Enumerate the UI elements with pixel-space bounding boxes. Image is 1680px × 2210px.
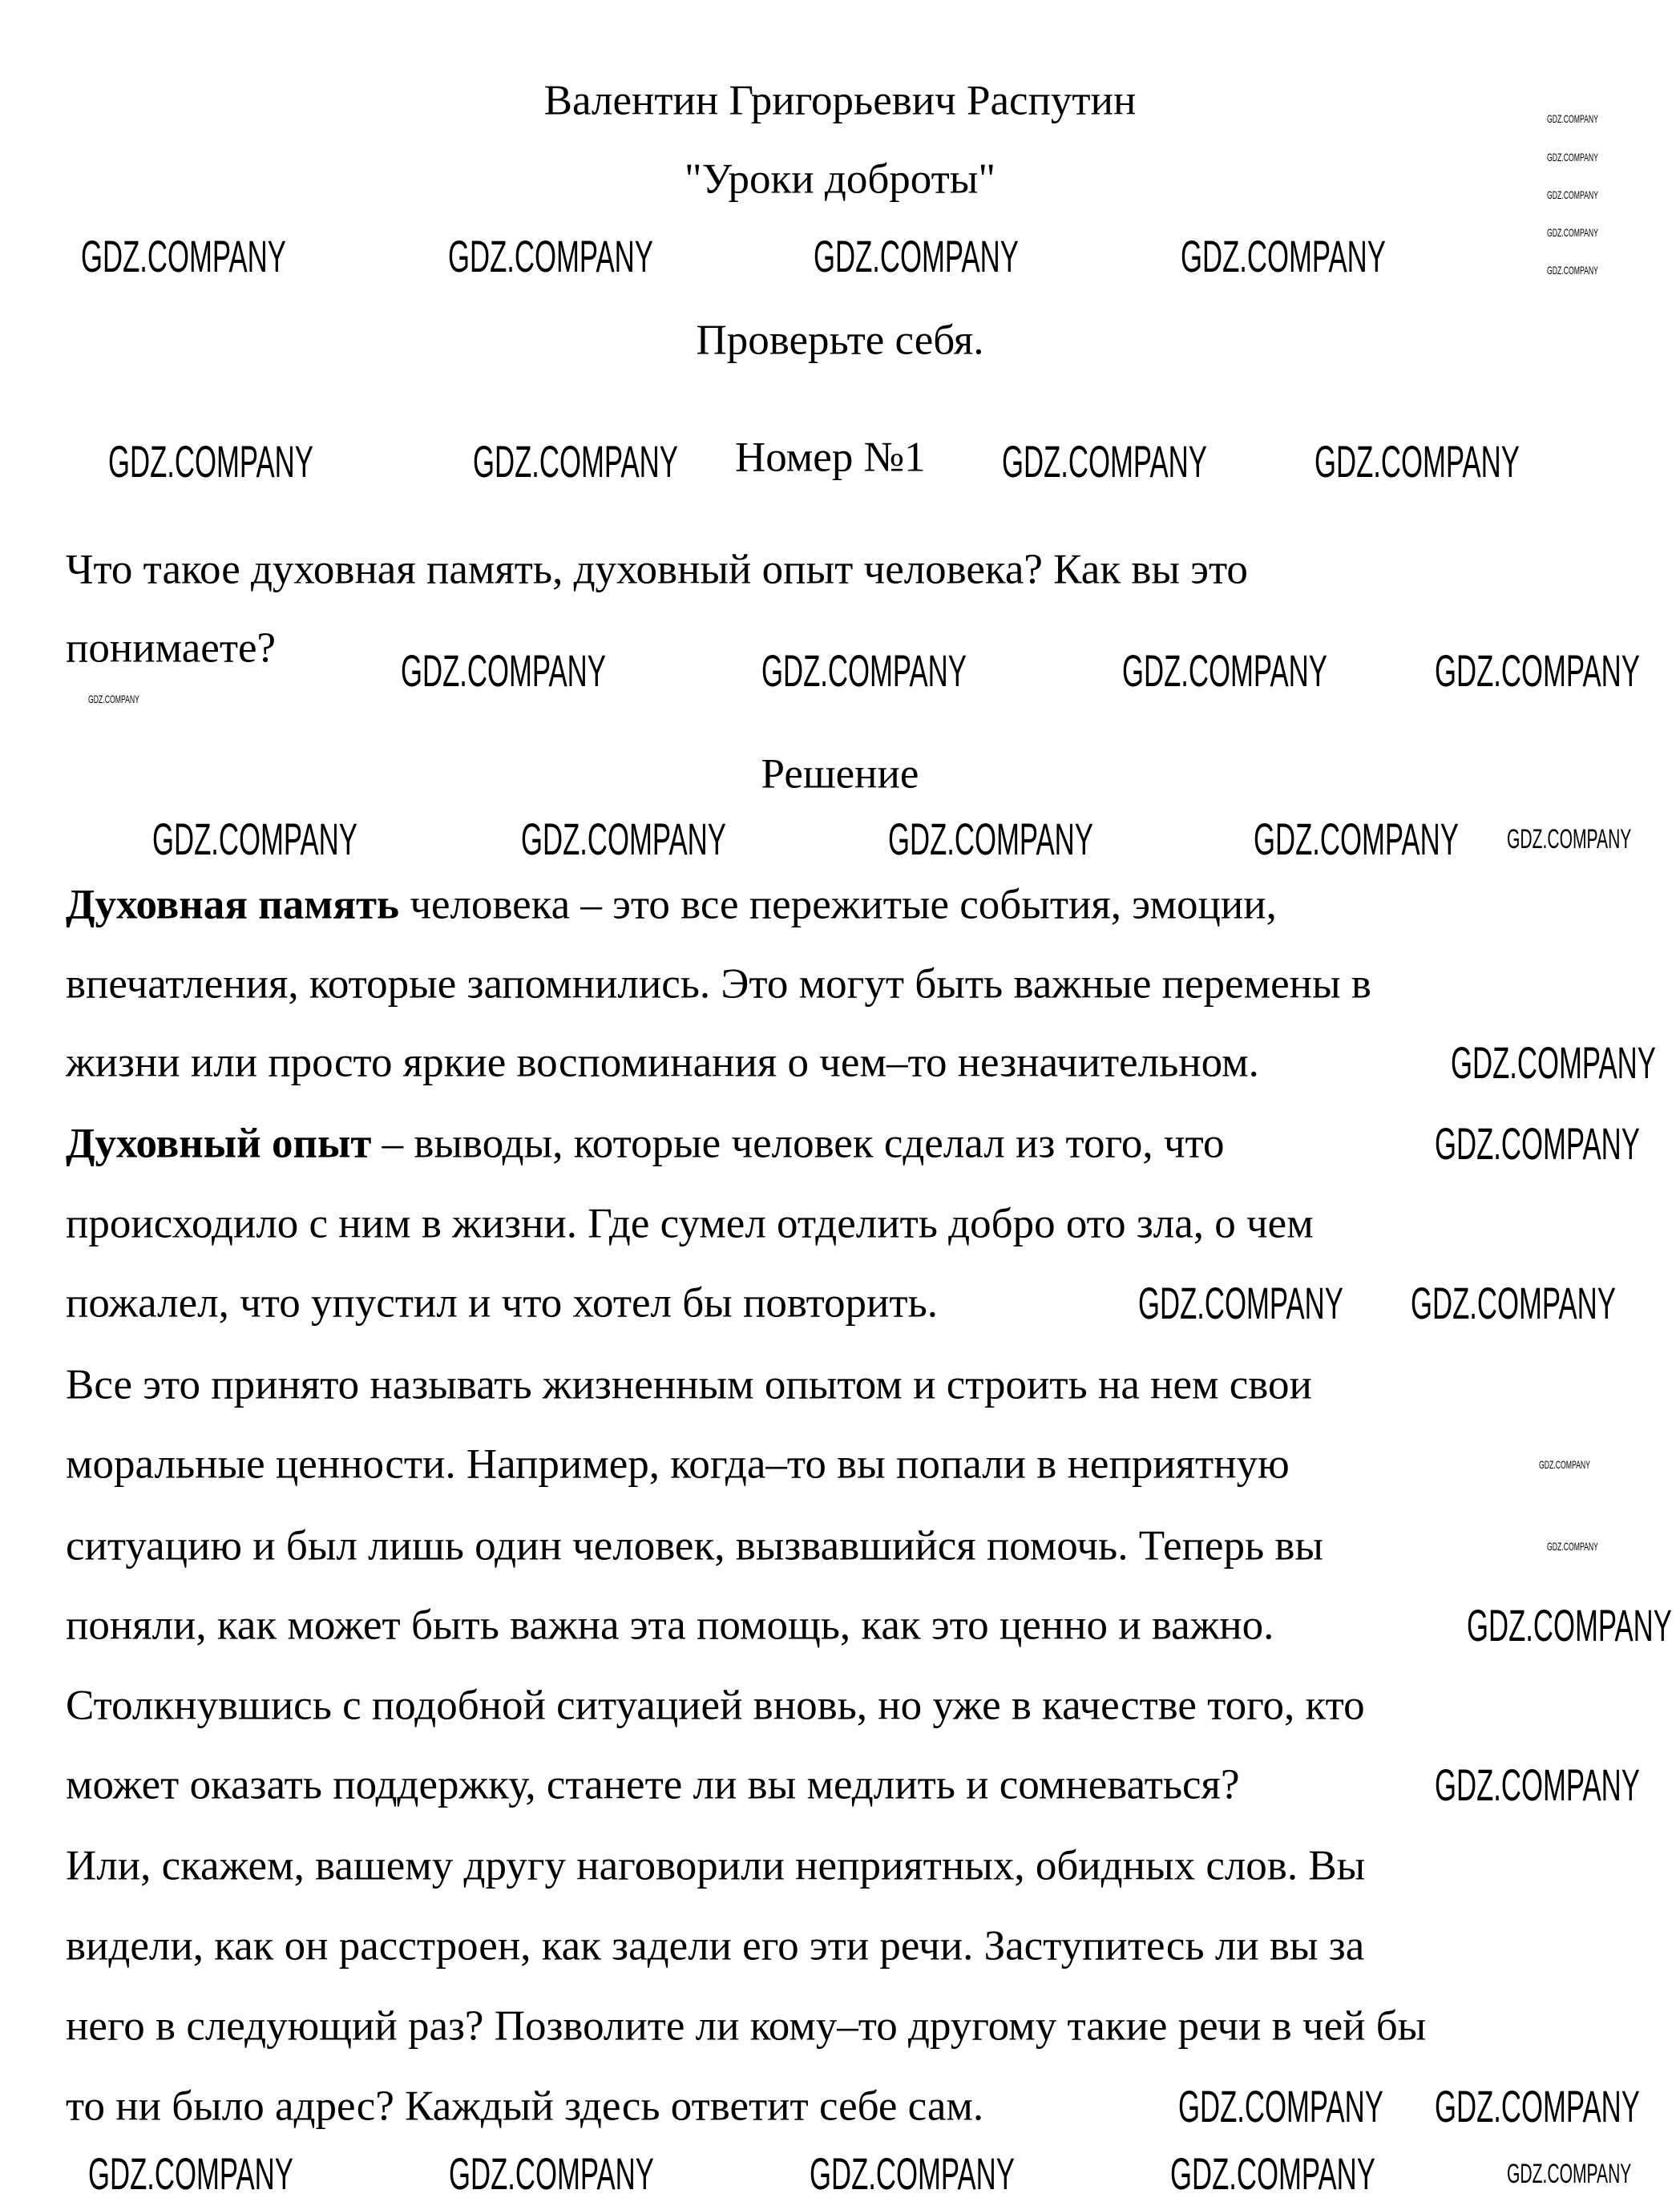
work-title: "Уроки доброты" (684, 156, 995, 203)
watermark-text: GDZ.COMPANY (88, 2148, 293, 2199)
watermark-text: GDZ.COMPANY (1547, 112, 1598, 125)
solution-line: жизни или просто яркие воспоминания о чем–то незначительном. (66, 1039, 1259, 1086)
watermark-text: GDZ.COMPANY (1435, 1118, 1640, 1169)
watermark-text: GDZ.COMPANY (1122, 645, 1327, 696)
watermark-text: GDZ.COMPANY (761, 645, 967, 696)
solution-line: видели, как он расстроен, как задели его эти речи. Заступитесь ли вы за (66, 1922, 1365, 1970)
watermark-text: GDZ.COMPANY (810, 2148, 1015, 2199)
watermark-text: GDZ.COMPANY (1547, 1540, 1598, 1553)
watermark-text: GDZ.COMPANY (1467, 1600, 1672, 1650)
watermark-text: GDZ.COMPANY (888, 814, 1093, 864)
watermark-text: GDZ.COMPANY (473, 436, 678, 487)
watermark-text: GDZ.COMPANY (1451, 1037, 1656, 1088)
watermark-text: GDZ.COMPANY (108, 436, 313, 487)
watermark-text: GDZ.COMPANY (448, 231, 653, 281)
watermark-text: GDZ.COMPANY (1170, 2148, 1375, 2199)
solution-line (66, 881, 1277, 928)
watermark-text: GDZ.COMPANY (521, 814, 726, 864)
watermark-text: GDZ.COMPANY (1138, 1278, 1343, 1328)
solution-line: ситуацию и был лишь один человек, вызвавшийся помочь. Теперь вы (66, 1522, 1324, 1570)
term-spiritual-memory: Духовная память (66, 881, 400, 928)
watermark-text: GDZ.COMPANY (814, 231, 1019, 281)
solution-line: Столкнувшись с подобной ситуацией вновь, но уже в качестве того, кто (66, 1682, 1365, 1729)
watermark-text: GDZ.COMPANY (1547, 226, 1598, 239)
watermark-text: GDZ.COMPANY (1507, 2159, 1632, 2189)
solution-line: Все это принято называть жизненным опытом и строить на нем свои (66, 1361, 1312, 1408)
watermark-text: GDZ.COMPANY (81, 231, 286, 281)
solution-line: впечатления, которые запомнились. Это могут быть важные перемены в (66, 960, 1371, 1008)
watermark-text: GDZ.COMPANY (152, 814, 357, 864)
solution-text: человека – это все пережитые события, эмоции, (399, 881, 1277, 928)
watermark-text: GDZ.COMPANY (1435, 1760, 1640, 1810)
solution-line: него в следующий раз? Позволите ли кому–то другому такие речи в чей бы (66, 2002, 1427, 2050)
question-line: Что такое духовная память, духовный опыт человека? Как вы это (66, 546, 1248, 593)
solution-line: пожалел, что упустил и что хотел бы повторить. (66, 1279, 939, 1327)
solution-line: то ни было адрес? Каждый здесь ответит себе сам. (66, 2083, 984, 2130)
watermark-text: GDZ.COMPANY (1547, 188, 1598, 201)
solution-line: может оказать поддержку, станете ли вы медлить и сомневаться? (66, 1761, 1240, 1808)
solution-line: происходило с ним в жизни. Где сумел отделить добро ото зла, о чем (66, 1200, 1314, 1247)
author-name: Валентин Григорьевич Распутин (543, 77, 1137, 124)
watermark-text: GDZ.COMPANY (1002, 436, 1207, 487)
watermark-text: GDZ.COMPANY (1435, 645, 1640, 696)
watermark-text: GDZ.COMPANY (1315, 436, 1520, 487)
watermark-text: GDZ.COMPANY (1181, 231, 1386, 281)
watermark-text: GDZ.COMPANY (1254, 814, 1459, 864)
section-title: Проверьте себя. (696, 317, 984, 364)
solution-line (66, 1120, 1225, 1167)
solution-line: моральные ценности. Например, когда–то вы попали в неприятную (66, 1440, 1290, 1488)
solution-line: поняли, как может быть важна эта помощь, как это ценно и важно. (66, 1602, 1274, 1649)
watermark-text: GDZ.COMPANY (88, 693, 139, 705)
watermark-text: GDZ.COMPANY (1411, 1278, 1616, 1328)
watermark-text: GDZ.COMPANY (1435, 2081, 1640, 2131)
solution-heading: Решение (761, 750, 919, 798)
watermark-text: GDZ.COMPANY (449, 2148, 654, 2199)
watermark-text: GDZ.COMPANY (1547, 151, 1598, 164)
watermark-text: GDZ.COMPANY (401, 645, 606, 696)
term-spiritual-experience: Духовный опыт (66, 1120, 372, 1167)
watermark-text: GDZ.COMPANY (1539, 1458, 1590, 1471)
watermark-text: GDZ.COMPANY (1178, 2081, 1383, 2131)
watermark-text: GDZ.COMPANY (1507, 824, 1632, 855)
task-number: Номер №1 (735, 434, 926, 481)
question-line: понимаете? (66, 624, 277, 672)
watermark-text: GDZ.COMPANY (1547, 264, 1598, 277)
solution-line: Или, скажем, вашему другу наговорили неприятных, обидных слов. Вы (66, 1842, 1366, 1889)
solution-text: – выводы, которые человек сделал из того, что (371, 1120, 1225, 1167)
